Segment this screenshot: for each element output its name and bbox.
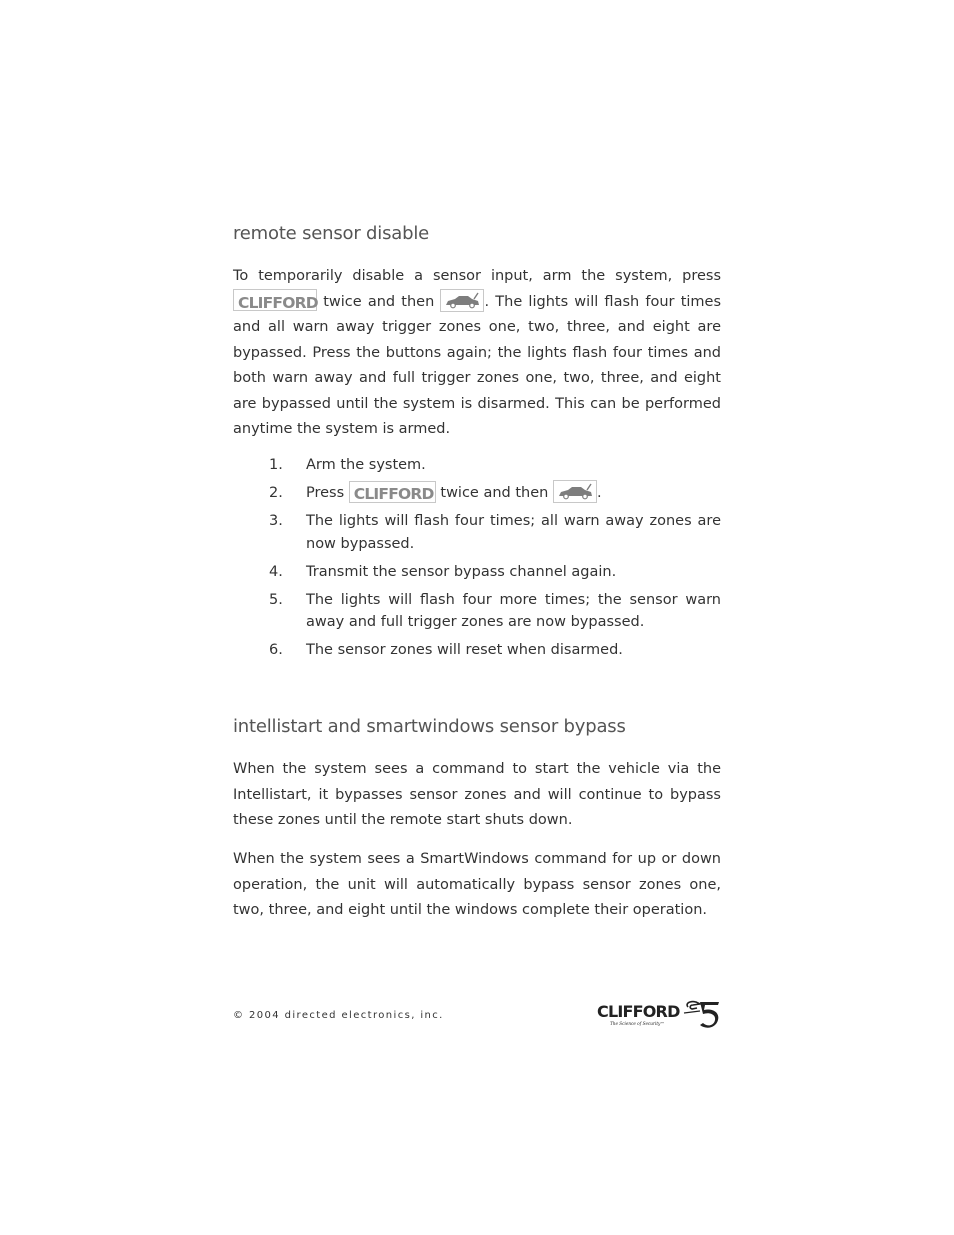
paragraph-intro xyxy=(233,264,721,443)
list-item: 6. The sensor zones will reset when disarmed. xyxy=(269,642,623,658)
logo-wordmark: CLIFFORD xyxy=(597,1002,680,1021)
list-item: 2. Press CLIFFORD twice and then . xyxy=(233,482,721,505)
section-intellistart-bypass xyxy=(233,716,721,737)
paragraph-intellistart: When the system sees a command to start the vehicle via the Intellistart, it bypasses sensor zones and will continue to bypass these zones until the remote start shuts down. xyxy=(233,761,721,828)
list-item: 3. The lights will flash four times; all warn away zones are now bypassed. xyxy=(269,513,721,552)
clifford-button-icon: CLIFFORD xyxy=(233,289,317,311)
steps-list xyxy=(233,454,721,667)
list-item: 1. Arm the system. xyxy=(269,457,426,473)
clifford-button-icon: CLIFFORD xyxy=(349,481,436,503)
copyright-text: © 2004 directed electronics, inc. xyxy=(233,1010,444,1021)
intro-text-middle: twice and then xyxy=(323,293,435,310)
logo-tagline: The Science of Security™ xyxy=(610,1021,665,1026)
intro-text-start: To temporarily disable a sensor input, arm the system, press xyxy=(233,268,721,284)
car-trunk-button-icon xyxy=(553,480,597,503)
list-item: 4. Transmit the sensor bypass channel again. xyxy=(269,563,617,580)
section-heading: intellistart and smartwindows sensor bypass xyxy=(233,716,626,737)
car-trunk-button-icon xyxy=(440,289,484,312)
section-heading: remote sensor disable xyxy=(233,223,429,244)
intro-text-end: . The lights will flash four times and all warn away trigger zones one, two, three, and eight are bypassed. Press the buttons again; the lights flash four times and both warn away and full trigger zones one, two, three, and eight are bypassed until the system is disarmed. This can be performed anytime the system is armed. xyxy=(233,293,722,437)
list-item: 5. The lights will flash four more times; the sensor warn away and full trigger zones are now bypassed. xyxy=(269,591,721,630)
section-remote-sensor-disable xyxy=(233,223,721,244)
paragraph-smartwindows: When the system sees a SmartWindows command for up or down operation, the unit will automatically bypass sensor zones one, two, three, and eight until the windows complete their operation. xyxy=(233,851,721,918)
clifford-g5-logo xyxy=(596,998,722,1034)
